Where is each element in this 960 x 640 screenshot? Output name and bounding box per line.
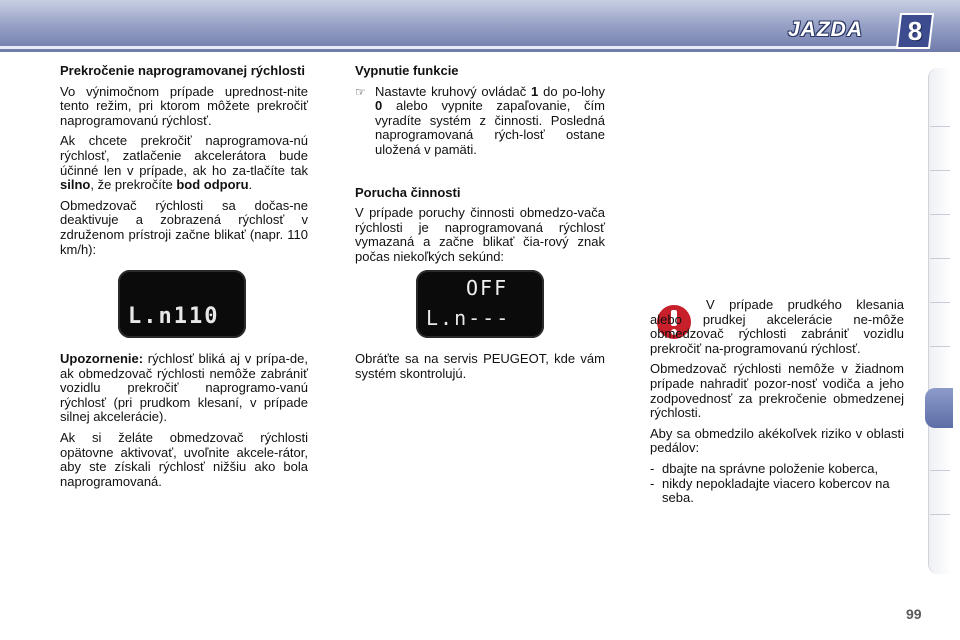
tab-divider — [930, 302, 950, 303]
instruction-item — [355, 85, 605, 158]
tab-divider — [930, 170, 950, 171]
paragraph: Aby sa obmedzilo akékoľvek riziko v oblasti pedálov: — [650, 425, 904, 456]
list-item-text: nikdy nepokladajte viacero kobercov na seba. — [662, 475, 890, 506]
dash-bullet: - — [650, 460, 655, 476]
tab-divider — [930, 514, 950, 515]
paragraph: Ak si želáte obmedzovač rýchlosti opätovne aktivovať, uvoľnite akcele-rátor, aby ste získali rýchlosť nižšiu ako bola naprogramovaná. — [60, 429, 308, 489]
text-run: alebo vypnite zapaľovanie, čím vyradíte systém z činnosti. Posledná naprogramovaná rých-losť ostane uložená v pamäti. — [375, 98, 605, 157]
warning-paragraph — [60, 352, 308, 425]
paragraph: Vo výnimočnom prípade uprednost-nite tento režim, pri ktorom môžete prekročiť naprogramovanú rýchlosť. — [60, 83, 308, 128]
list-item — [650, 462, 904, 477]
section-heading: Porucha činnosti — [355, 184, 461, 200]
column-middle — [355, 64, 605, 271]
bold-text: 1 — [531, 83, 539, 99]
instruction-text — [375, 85, 605, 158]
column-middle-lower — [355, 352, 605, 387]
paragraph: Obmedzovač rýchlosti sa dočas-ne deaktivuje a zobrazená rýchlosť v združenom prístroji začne blikať (napr. 110 km/h): — [60, 197, 308, 257]
tab-divider — [930, 214, 950, 215]
speed-limiter-display — [118, 270, 246, 338]
dash-bullet: - — [650, 475, 655, 491]
chapter-number: 8 — [907, 15, 923, 46]
text-run: Ak chcete prekročiť naprogramova-nú rýchlosť, zatlačenie akcelerátora bude účinné len v prípade, ak ho za-tlačíte tak — [60, 133, 308, 178]
paragraph — [60, 134, 308, 192]
text-run: Nastavte kruhový ovládač — [375, 83, 527, 99]
tab-divider — [930, 470, 950, 471]
pointing-hand-icon: ☞ — [355, 84, 366, 99]
display-readout: L.n110 — [128, 304, 220, 329]
column-right — [650, 298, 904, 506]
text-run: do po-lohy — [543, 83, 605, 99]
tab-divider — [930, 258, 950, 259]
warning-text: rýchlosť bliká aj v prípa-de, ak obmedzovač rýchlosti nemôže zabrániť vozidlu prekročiť naprogramo-vanú rýchlosť (pri prudkom klesaní, v prípade silnej akcelerácie). — [60, 351, 308, 425]
page-number: 99 — [906, 606, 922, 622]
tab-divider — [930, 346, 950, 347]
speed-limiter-fault-display — [416, 270, 544, 338]
tab-divider — [930, 126, 950, 127]
paragraph: Obmedzovač rýchlosti nemôže v žiadnom prípade nahradiť pozor-nosť vodiča a jeho zodpovednosť za prekročenie obmedzenej rýchlosti. — [650, 361, 904, 421]
column-left — [60, 64, 308, 263]
section-heading: Prekročenie naprogramovanej rýchlosti — [60, 63, 305, 78]
chapter-tab-rail — [928, 68, 951, 574]
bold-text: silno — [60, 177, 91, 193]
text-run: , že prekročíte — [90, 177, 173, 193]
chapter-title: JAZDA — [788, 18, 864, 41]
display-status: OFF — [466, 276, 509, 300]
column-left-lower — [60, 352, 308, 495]
paragraph: V prípade poruchy činnosti obmedzo-vača rýchlosti je naprogramovaná rýchlosť vymazaná a začne blikať čia-rový znak počas niekoľkých sekúnd: — [355, 205, 605, 264]
text-run: . — [248, 177, 253, 193]
paragraph: V prípade prudkého klesania alebo prudkej akcelerácie ne-môže obmedzovač rýchlosti zabrániť vozidlu prekročiť na-programovanú rýchlosť. — [650, 297, 904, 356]
bold-text: 0 — [375, 98, 383, 114]
list-item — [650, 477, 904, 506]
list-item-text: dbajte na správne položenie koberca, — [662, 460, 879, 476]
display-readout: L.n--- — [426, 306, 511, 330]
paragraph: Obráťte sa na servis PEUGEOT, kde vám systém skontrolujú. — [355, 351, 605, 381]
header-divider — [0, 46, 930, 49]
warning-label: Upozornenie: — [60, 351, 144, 366]
section-heading: Vypnutie funkcie — [355, 63, 459, 78]
bold-text: bod odporu — [176, 177, 249, 193]
chapter-tab-active[interactable] — [925, 388, 953, 428]
